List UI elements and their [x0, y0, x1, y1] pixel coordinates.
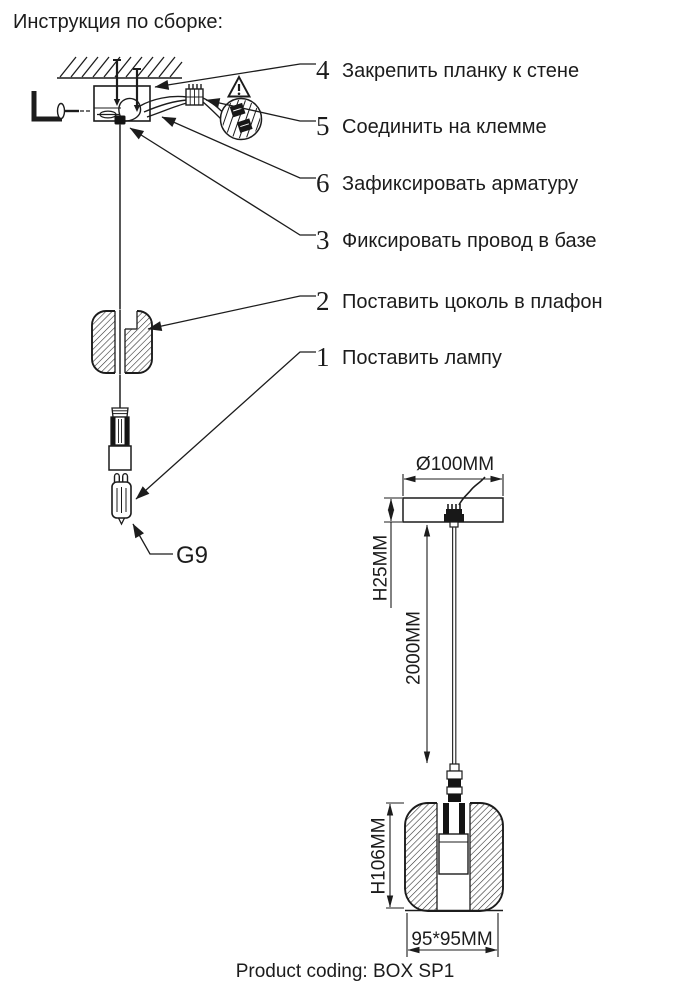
lamp-socket [109, 408, 131, 470]
suspension-cord [453, 527, 456, 764]
step-number: 4 [316, 55, 330, 85]
leader-step-1 [136, 352, 316, 499]
step-number: 1 [316, 342, 330, 372]
step-label: Поставить цоколь в плафон [342, 291, 603, 313]
dim-shade-height: H106MM [368, 817, 390, 895]
step-labels [316, 55, 603, 372]
terminal-block [186, 84, 203, 105]
step-number: 3 [316, 225, 330, 255]
warning-triangle-icon [229, 77, 250, 97]
step-number: 6 [316, 168, 330, 198]
step-number: 5 [316, 111, 330, 141]
socket-stack [447, 764, 462, 803]
step-label: Закрепить планку к стене [342, 60, 580, 82]
dim-shade-footprint: 95*95MM [411, 929, 493, 950]
shade-dimensioned [405, 802, 503, 911]
dim-canopy-height: H25MM [370, 534, 392, 602]
dimension-drawing [369, 454, 504, 957]
shade-cross-section [92, 310, 152, 375]
leader-lines [130, 64, 316, 554]
step-label: Соединить на клемме [342, 116, 547, 138]
dim-canopy-diameter: Ø100MM [415, 454, 495, 475]
cord-grip [115, 116, 126, 125]
step-label: Поставить лампу [342, 347, 502, 369]
leader-step-2 [148, 296, 316, 329]
g9-lamp [112, 474, 131, 524]
step-label: Зафиксировать арматуру [342, 173, 579, 195]
leader-g9 [133, 524, 173, 554]
step-number: 2 [316, 286, 330, 316]
side-screw [58, 104, 93, 119]
page-title: Инструкция по сборке: [13, 11, 224, 33]
product-coding: Product coding: BOX SP1 [235, 961, 455, 982]
step-label: Фиксировать провод в базе [342, 230, 597, 252]
g9-label: G9 [176, 542, 209, 569]
terminal-detail-circle [216, 93, 269, 145]
dim-cord-length: 2000MM [403, 611, 425, 685]
